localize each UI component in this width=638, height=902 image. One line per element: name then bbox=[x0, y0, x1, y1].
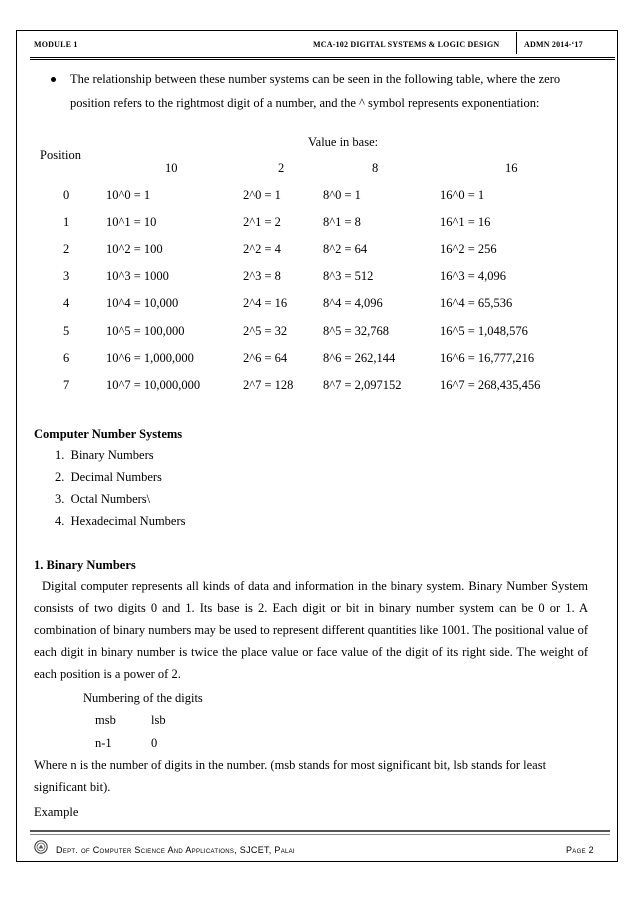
footer-rule bbox=[30, 830, 610, 832]
base-2-cell: 2^6 = 64 bbox=[243, 350, 288, 365]
base-8-cell: 8^6 = 262,144 bbox=[323, 350, 396, 365]
base-8-header: 8 bbox=[372, 161, 379, 175]
base-8-cell: 8^3 = 512 bbox=[323, 269, 374, 284]
msb-label: msb bbox=[95, 713, 116, 727]
base-10-header: 10 bbox=[165, 161, 178, 175]
base-10-cell: 10^1 = 10 bbox=[106, 215, 157, 230]
position-cell: 3 bbox=[63, 269, 70, 284]
base-16-cell: 16^2 = 256 bbox=[440, 242, 497, 257]
position-cell: 6 bbox=[63, 350, 70, 365]
position-cell: 7 bbox=[63, 377, 70, 392]
base-2-header: 2 bbox=[278, 161, 285, 175]
base-16-cell: 16^4 = 65,536 bbox=[440, 296, 513, 311]
list-item-label: Octal Numbers\ bbox=[70, 492, 151, 506]
course-title: MCA-102 DIGITAL SYSTEMS & LOGIC DESIGN bbox=[313, 40, 500, 49]
position-cell: 0 bbox=[63, 188, 70, 202]
base-2-cell: 2^3 = 8 bbox=[243, 269, 281, 284]
binary-paragraph-text: Digital computer represents all kinds of data and information in the binary system. Binary Number System consists of two digits 0 and 1. Its base is 2. Each digit or bit in binary number system can be 0 or 1. A combination of binary numbers may be used to represent different quantities like 1001. The positional value of each digit in binary number is twice the place value or face value of the digit of its right side. The weight of each position is a power of 2. bbox=[34, 579, 588, 681]
where-paragraph bbox=[34, 754, 588, 798]
base-16-cell: 16^1 = 16 bbox=[440, 215, 491, 230]
header-rule bbox=[30, 57, 615, 60]
list-item: 1. Binary Numbers bbox=[55, 448, 154, 462]
base-2-cell: 2^1 = 2 bbox=[243, 215, 281, 230]
base-8-cell: 8^4 = 4,096 bbox=[323, 296, 383, 311]
page-number: Page 2 bbox=[566, 845, 594, 855]
base-2-cell: 2^4 = 16 bbox=[243, 296, 288, 311]
base-16-cell: 16^0 = 1 bbox=[440, 188, 485, 202]
base-16-cell: 16^7 = 268,435,456 bbox=[440, 377, 541, 392]
footer-department: Dept. of Computer Science And Applications, SJCET, Palai bbox=[56, 845, 295, 855]
where-text: Where n is the number of digits in the number. (msb stands for most significant bit, lsb stands for least significant bit). bbox=[34, 758, 547, 794]
list-item: 4. Hexadecimal Numbers bbox=[55, 514, 186, 528]
base-16-cell: 16^5 = 1,048,576 bbox=[440, 323, 528, 338]
base-10-cell: 10^2 = 100 bbox=[106, 242, 163, 257]
numbering-label: Numbering of the digits bbox=[83, 691, 203, 705]
base-8-cell: 8^0 = 1 bbox=[323, 188, 361, 202]
base-8-cell: 8^5 = 32,768 bbox=[323, 323, 390, 338]
base-16-header: 16 bbox=[505, 161, 518, 175]
list-item-label: Hexadecimal Numbers bbox=[70, 514, 186, 528]
base-2-cell: 2^0 = 1 bbox=[243, 188, 281, 202]
position-label: Position bbox=[40, 148, 81, 162]
base-10-cell: 10^0 = 1 bbox=[106, 188, 151, 202]
footer-rule-thin bbox=[30, 834, 610, 835]
binary-paragraph bbox=[34, 575, 588, 685]
list-item: 3. Octal Numbers\ bbox=[55, 492, 151, 506]
example-label: Example bbox=[34, 805, 79, 819]
systems-heading: Computer Number Systems bbox=[34, 427, 183, 441]
list-item-label: Binary Numbers bbox=[70, 448, 154, 462]
base-10-cell: 10^7 = 10,000,000 bbox=[106, 377, 201, 392]
admission-label: ADMN 2014-‘17 bbox=[524, 40, 583, 49]
base-2-cell: 2^2 = 4 bbox=[243, 242, 281, 257]
list-item: 2. Decimal Numbers bbox=[55, 470, 162, 484]
header-divider bbox=[516, 32, 517, 54]
intro-line-2: position refers to the rightmost digit of a number, and the ^ symbol represents exponentiation: bbox=[70, 96, 540, 110]
value-in-base-label: Value in base: bbox=[308, 135, 379, 149]
base-10-cell: 10^6 = 1,000,000 bbox=[106, 350, 194, 365]
base-2-cell: 2^5 = 32 bbox=[243, 323, 288, 338]
bullet-icon bbox=[51, 77, 56, 82]
position-cell: 1 bbox=[63, 215, 70, 230]
base-16-cell: 16^6 = 16,777,216 bbox=[440, 350, 535, 365]
base-10-cell: 10^5 = 100,000 bbox=[106, 323, 185, 338]
lsb-label: lsb bbox=[151, 713, 166, 727]
binary-heading: 1. Binary Numbers bbox=[34, 558, 136, 572]
base-8-cell: 8^1 = 8 bbox=[323, 215, 361, 230]
base-2-cell: 2^7 = 128 bbox=[243, 377, 294, 392]
base-8-cell: 8^7 = 2,097152 bbox=[323, 377, 402, 392]
position-cell: 4 bbox=[63, 296, 70, 311]
msb-index: n-1 bbox=[95, 736, 112, 750]
base-8-cell: 8^2 = 64 bbox=[323, 242, 368, 257]
position-cell: 5 bbox=[63, 323, 70, 338]
base-10-cell: 10^3 = 1000 bbox=[106, 269, 169, 284]
intro-line-1: The relationship between these number systems can be seen in the following table, where the zero bbox=[70, 72, 561, 86]
position-cell: 2 bbox=[63, 242, 70, 257]
list-item-label: Decimal Numbers bbox=[70, 470, 162, 484]
module-label: MODULE 1 bbox=[34, 40, 78, 49]
lsb-index: 0 bbox=[151, 736, 158, 750]
college-logo-icon bbox=[34, 840, 48, 854]
base-10-cell: 10^4 = 10,000 bbox=[106, 296, 179, 311]
base-16-cell: 16^3 = 4,096 bbox=[440, 269, 507, 284]
